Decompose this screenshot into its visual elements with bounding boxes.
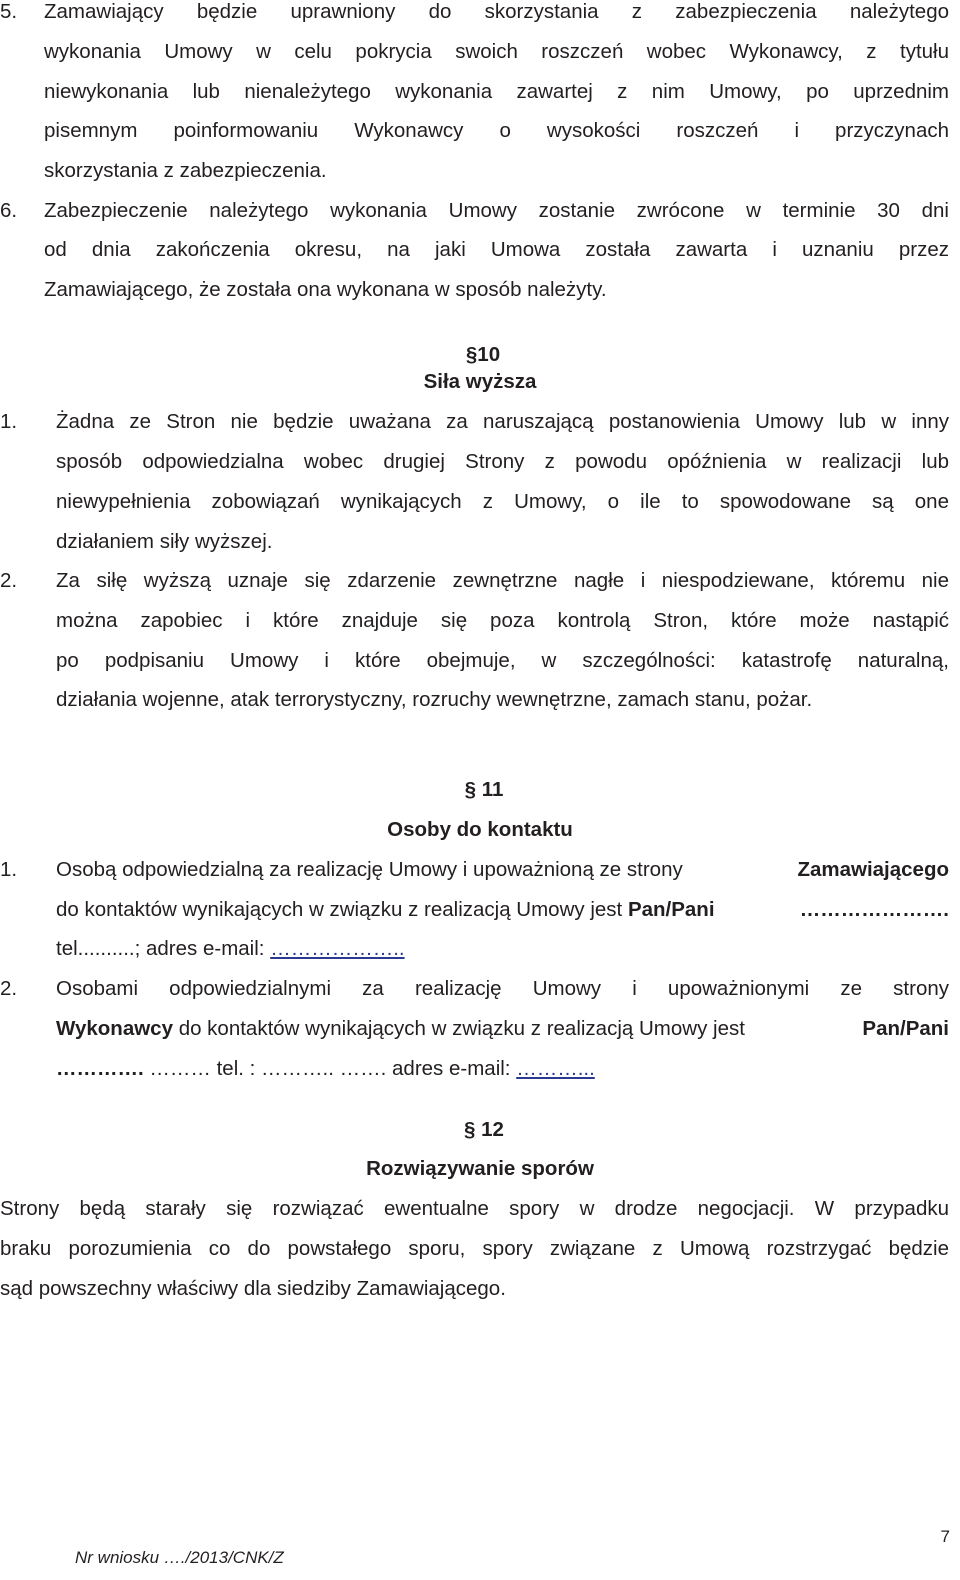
section-11-heading (0, 778, 960, 802)
sec11-item2-email-link[interactable]: ………... (516, 1057, 595, 1080)
sec12-line-1: Strony będą starały się rozwiązać ewentualne spory w drodze negocjacji. W przypadku (0, 1197, 949, 1220)
sec11-item2-text-2: do kontaktów wynikających w związku z realizacją Umowy jest (178, 1017, 745, 1040)
footer-reference: Nr wniosku …./2013/CNK/Z (75, 1548, 284, 1567)
item-number-5: 5. (0, 0, 18, 23)
item5-line-4: pisemnym poinformowaniu Wykonawcy o wysokości roszczeń i przyczynach (44, 119, 949, 142)
section-11-title: Osoby do kontaktu (387, 818, 573, 841)
item-number-6: 6. (0, 199, 18, 222)
sec11-item-number-1: 1. (0, 858, 18, 881)
sec10-item2-line-4: działania wojenne, atak terrorystyczny, rozruchy wewnętrzne, zamach stanu, pożar. (56, 688, 813, 711)
sec11-item2-bold-1: Wykonawcy (56, 1017, 173, 1040)
sec11-item2-line-1: Osobami odpowiedzialnymi za realizację Umowy i upoważnionymi ze strony (56, 977, 949, 1000)
section-symbol: § (465, 343, 478, 366)
sec11-item1-email-link[interactable]: ……………….. (270, 937, 405, 960)
section-12-heading (0, 1118, 960, 1142)
section-12-title: Rozwiązywanie sporów (366, 1157, 594, 1180)
page-number: 7 (940, 1527, 950, 1546)
sec10-item1-line-4: działaniem siły wyższej. (56, 530, 273, 553)
sec11-item2-dots-3: …………. (56, 1057, 144, 1080)
sec11-item1-line-1 (56, 858, 949, 882)
sec11-item1-text-2: do kontaktów wynikających w związku z realizacją Umowy jest (56, 898, 623, 921)
sec11-item2-text-3: ……… tel. : ……….. ……. adres e-mail: (149, 1057, 511, 1080)
sec10-item1-line-2: sposób odpowiedzialna wobec drugiej Strony z powodu opóźnienia w realizacji lub (56, 450, 949, 473)
sec11-item1-text-1: Osobą odpowiedzialną za realizację Umowy i upoważnioną ze strony (56, 858, 683, 881)
sec11-item2-bold-2: Pan/Pani (862, 1017, 949, 1040)
item5-line-5: skorzystania z zabezpieczenia. (44, 159, 327, 182)
sec11-item2-line-3 (56, 1057, 595, 1081)
item5-line-3: niewykonania lub nienależytego wykonania zawartej z nim Umowy, po uprzednim (44, 80, 949, 103)
section-10-heading (0, 343, 960, 367)
sec10-item2-line-3: po podpisaniu Umowy i które obejmuje, w szczególności: katastrofę naturalną, (56, 649, 949, 672)
item5-line-1: Zamawiający będzie uprawniony do skorzystania z zabezpieczenia należytego (44, 0, 949, 23)
sec10-item2-line-2: można zapobiec i które znajduje się poza kontrolą Stron, które może nastąpić (56, 609, 949, 632)
sec10-item-number-1: 1. (0, 410, 18, 433)
item6-line-1: Zabezpieczenie należytego wykonania Umowy zostanie zwrócone w terminie 30 dni (44, 199, 949, 222)
sec12-line-3: sąd powszechny właściwy dla siedziby Zamawiającego. (0, 1277, 506, 1300)
section-number: 12 (481, 1118, 504, 1141)
section-number: 11 (481, 778, 504, 801)
item5-line-2: wykonania Umowy w celu pokrycia swoich roszczeń wobec Wykonawcy, z tytułu (44, 40, 949, 63)
sec10-item1-line-1: Żadna ze Stron nie będzie uważana za naruszającą postanowienia Umowy lub w inny (56, 410, 949, 433)
sec10-item1-line-3: niewypełnienia zobowiązań wynikających z Umowy, o ile to spowodowane są one (56, 490, 949, 513)
sec11-item2-line-2 (56, 1017, 949, 1041)
sec11-item1-bold-1: Zamawiającego (797, 858, 949, 881)
sec11-item1-bold-2: Pan/Pani (627, 898, 715, 921)
sec11-item1-dots-2: …………………. (799, 898, 949, 921)
sec12-line-2: braku porozumienia co do powstałego sporu, spory związane z Umową rozstrzygać będzie (0, 1237, 949, 1260)
sec10-item2-line-1: Za siłę wyższą uznaje się zdarzenie zewnętrzne nagłe i niespodziewane, któremu nie (56, 569, 949, 592)
sec11-item-number-2: 2. (0, 977, 18, 1000)
sec10-item-number-2: 2. (0, 569, 18, 592)
sec11-item1-text-3: tel..........; adres e-mail: (56, 937, 265, 960)
item6-line-3: Zamawiającego, że została ona wykonana w sposób należyty. (44, 278, 607, 301)
section-number: 10 (477, 343, 501, 366)
sec11-item1-line-3 (56, 937, 405, 961)
section-symbol: § (464, 778, 477, 801)
sec11-item1-line-2 (56, 898, 949, 922)
item6-line-2: od dnia zakończenia okresu, na jaki Umowa została zawarta i uznaniu przez (44, 238, 949, 261)
section-10-title: Siła wyższa (423, 370, 537, 393)
section-symbol: § (464, 1118, 476, 1141)
